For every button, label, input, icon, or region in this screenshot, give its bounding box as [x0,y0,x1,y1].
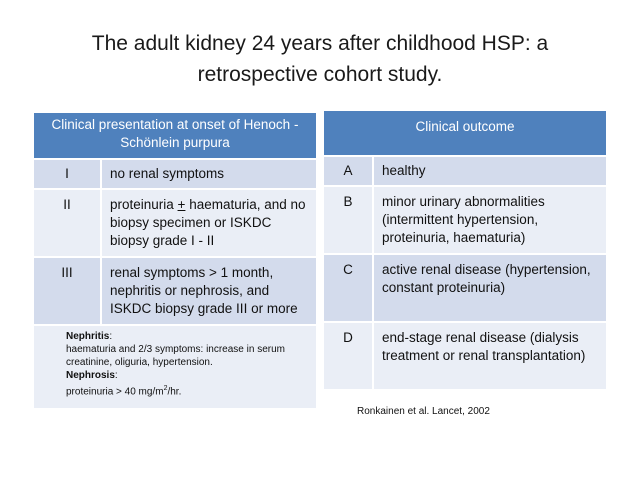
clinical-outcome-table [324,111,606,391]
definitions-row [34,325,316,409]
plus-minus-symbol: + [177,197,186,212]
row-text: no renal symptoms [101,159,316,189]
nephrosis-definition-label: Nephrosis: [66,370,118,381]
clinical-presentation-table [34,113,316,410]
row-text: minor urinary abnormalities (intermittent hypertension, proteinuria, haematuria) [373,186,606,254]
row-code: A [324,156,373,186]
nephrosis-definition: proteinuria > 40 $mg/m^2/hr$. [66,385,182,398]
header-line-2: Schönlein purpura [120,135,230,150]
row-code: B [324,186,373,254]
row-text: proteinuria + haematuria, and no biopsy specimen or ISKDC biopsy grade I - II [101,189,316,257]
table-row [324,254,606,322]
definitions-note [34,325,316,409]
table-row [34,257,316,325]
row-code: C [324,254,373,322]
row-text: end-stage renal disease (dialysis treatment or renal transplantation) [373,322,606,390]
table-row [324,322,606,390]
table-row [324,156,606,186]
clinical-outcome-header: Clinical outcome [324,111,606,156]
clinical-presentation-header [34,113,316,159]
row-code: I [34,159,101,189]
row-text: active renal disease (hypertension, constant proteinuria) [373,254,606,322]
header-line-1: Clinical presentation at onset of Henoch - [51,117,299,132]
nephritis-definition: haematuria and 2/3 symptoms: increase in serum creatinine, oliguria, hypertension. [66,344,285,368]
table-row [34,159,316,189]
row-code: D [324,322,373,390]
title-line-1: The adult kidney 24 years after childhood HSP: a [91,32,549,55]
row-code: II [34,189,101,257]
table-row [34,189,316,257]
slide-title [60,28,580,90]
nephritis-definition-label: Nephritis: [66,331,113,342]
title-line-2: retrospective cohort study. [197,63,443,86]
citation: Ronkainen et al. Lancet, 2002 [357,406,490,417]
row-text: renal symptoms > 1 month, nephritis or nephrosis, and ISKDC biopsy grade III or more [101,257,316,325]
row-text: healthy [373,156,606,186]
table-header-row [324,111,606,156]
row-code: III [34,257,101,325]
table-header-row [34,113,316,159]
table-row [324,186,606,254]
